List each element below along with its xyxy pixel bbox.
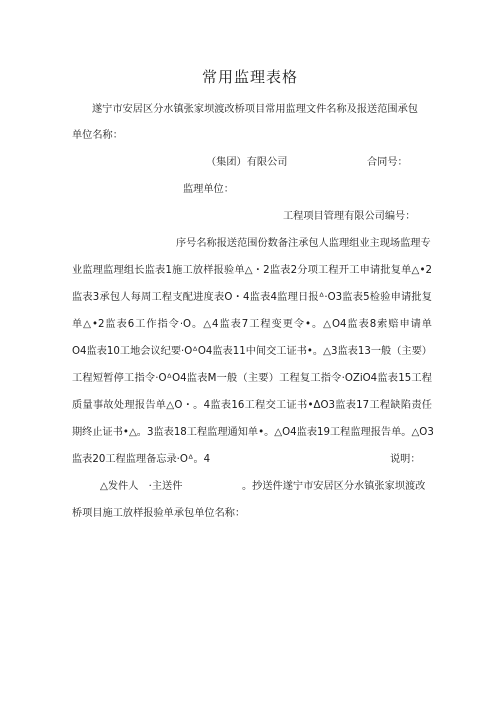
body-line-2: 监表3承包人每周工程支配进度表O・4监表4监理日报ᐞ·O3监表5检验申请批复	[72, 292, 432, 303]
sender-line: △发件人 ·主送件	[100, 481, 183, 492]
body-line-3: 单△•2监表6工作指令·O。△4监表7工程变更令•。△O4监表8索赔申请单	[72, 319, 432, 330]
contract-label: 合同号：	[367, 157, 408, 168]
company-suffix: （集团）有限公司	[206, 157, 288, 168]
note-label: 说明：	[390, 454, 421, 465]
body-line-1: 业监理监理组长监表1施工放样报验单△・2监表2分项工程开工申请批复单△•2	[72, 265, 432, 276]
body-line-4: O4监表10工地会议纪要·OᐞO4监表11中间交工证书•。△3监表13一般（主要）	[72, 346, 432, 357]
body-line-last: 监表20工程监理备忘录·Oᐞ。4	[72, 454, 211, 465]
final-line: 桥项目施工放样报验单承包单位名称：	[72, 508, 246, 519]
intro-line-1: 遂宁市安居区分水镇张家坝渡改桥项目常用监理文件名称及报送范围承包	[92, 104, 418, 115]
supervisor-label: 监理单位：	[183, 184, 234, 195]
body-line-6: 质量事故处理报告单△O・。4监表16工程交工证书•ΔO3监表17工程缺陷责任	[72, 400, 432, 411]
intro-line-2: 单位名称：	[72, 130, 123, 141]
page-title: 常用监理表格	[201, 68, 298, 86]
body-line-0: 序号名称报送范围份数备注承包人监理组业主现场监理专	[176, 238, 431, 249]
copy-line-start: 。抄送件遂宁市安居区分水镇张家坝渡改	[242, 481, 426, 492]
management-line: 工程项目管理有限公司编号：	[283, 211, 416, 222]
body-line-5: 工程短暂停工指令·OᐞO4监表M一般（主要）工程复工指令·OZiO4监表15工程	[72, 373, 432, 384]
body-line-7: 期终止证书•△。3监表18工程监理通知单•。△O4监表19工程监理报告单。△O3	[72, 427, 434, 438]
